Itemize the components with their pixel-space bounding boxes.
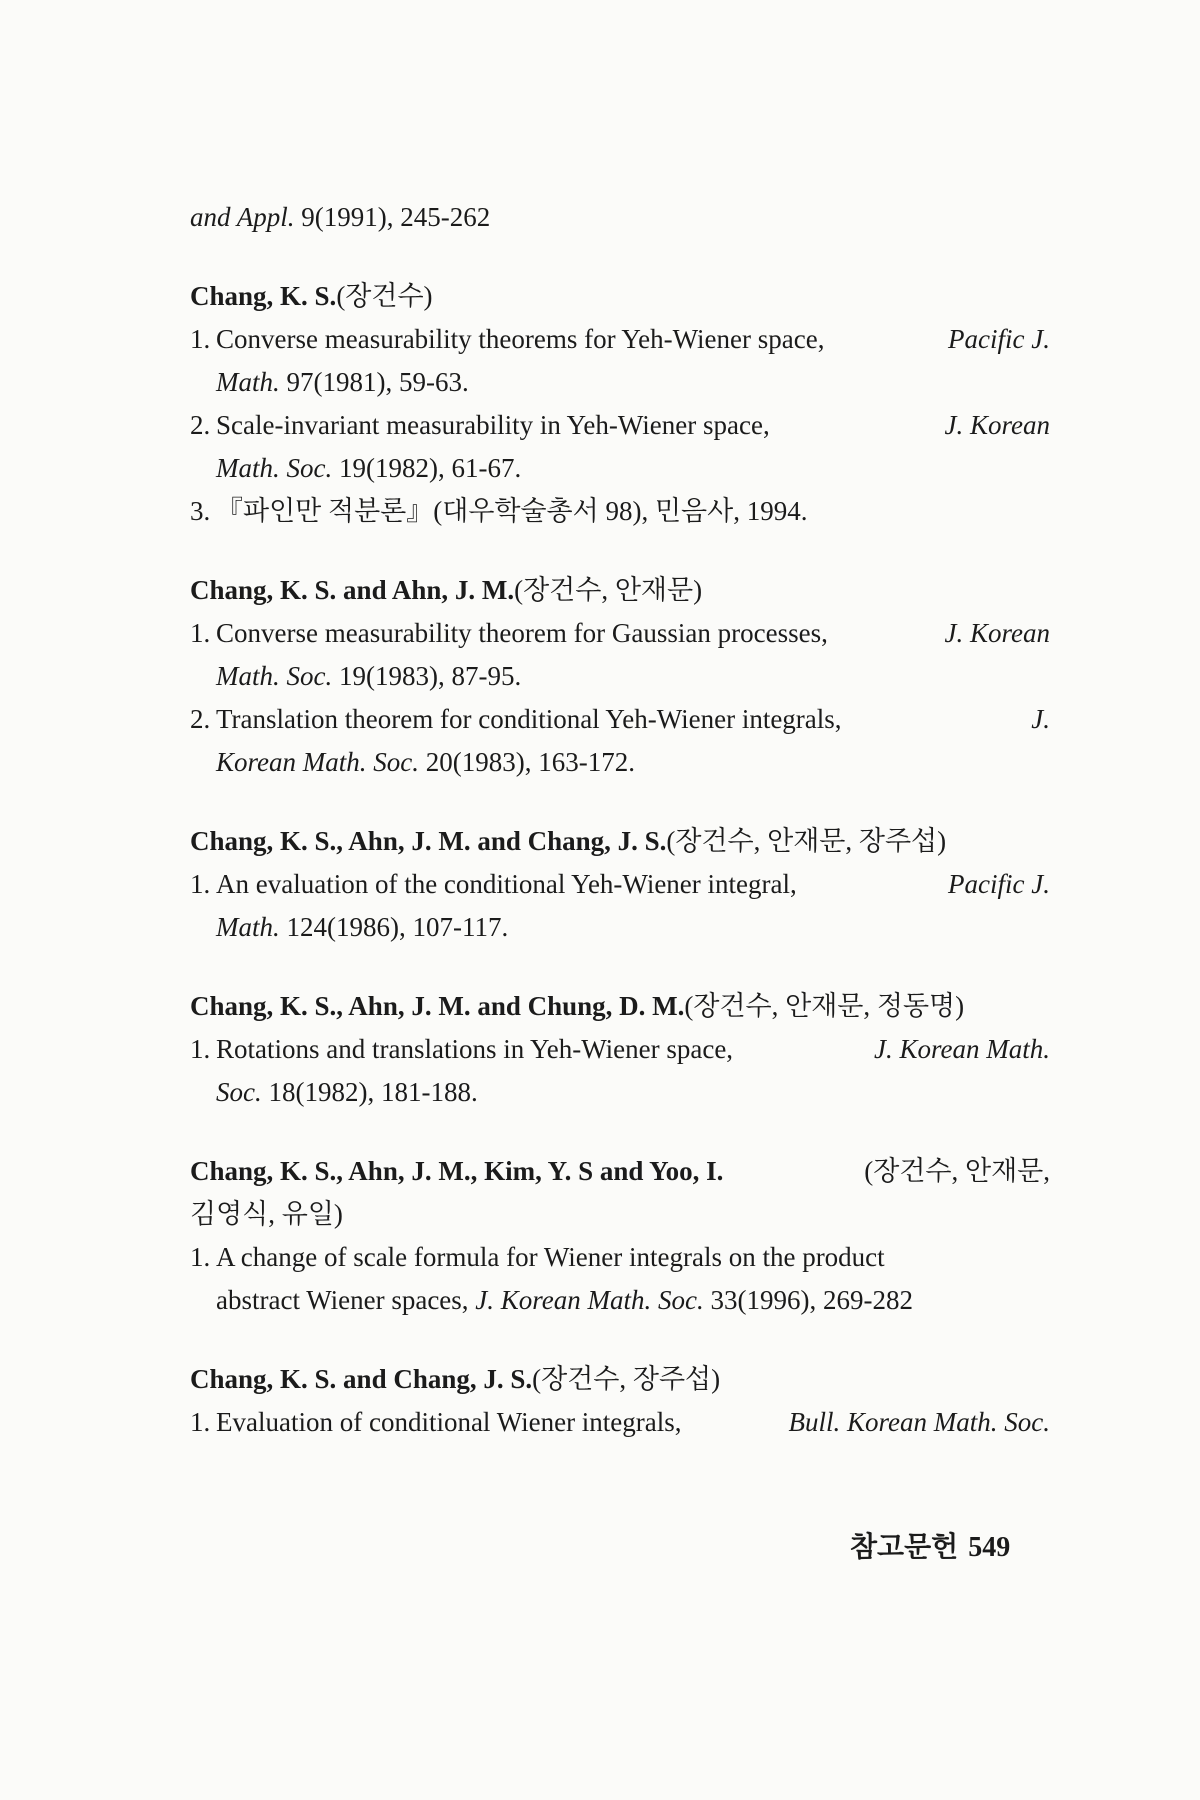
- journal-name: Korean Math. Soc.: [216, 747, 419, 777]
- author-heading: [190, 275, 1050, 318]
- author-names: Chang, K. S., Ahn, J. M. and Chang, J. S.: [190, 826, 667, 856]
- entry-number: 1.: [190, 1407, 211, 1437]
- journal-name: J. Korean: [944, 618, 1050, 648]
- entry-number: 3.: [190, 496, 211, 526]
- journal-name: Soc.: [216, 1077, 262, 1107]
- journal-name: J. Korean Math.: [874, 1034, 1050, 1064]
- reference-entry: [190, 1028, 1050, 1071]
- entry-number: 1.: [190, 1242, 211, 1272]
- reference-entry-continued: [216, 741, 1050, 784]
- author-names-korean: (장건수): [336, 281, 433, 311]
- reference-entry: [190, 1401, 1050, 1444]
- author-heading: [190, 569, 1050, 612]
- author-heading-continued: [190, 1193, 1050, 1236]
- citation-details: 9(1991), 245-262: [294, 202, 491, 232]
- citation-details: 19(1983), 87-95.: [332, 661, 522, 691]
- entry-number: 1.: [190, 869, 211, 899]
- entry-number: 1.: [190, 1034, 211, 1064]
- citation-details: 97(1981), 59-63.: [279, 367, 469, 397]
- citation-details: 18(1982), 181-188.: [261, 1077, 478, 1107]
- entry-number: 1.: [190, 324, 211, 354]
- section-label: 참고문헌: [850, 1532, 959, 1563]
- reference-entry: [190, 318, 1050, 361]
- page-number: 549: [968, 1532, 1011, 1563]
- reference-entry: [190, 404, 1050, 447]
- reference-entry: [190, 698, 1050, 741]
- journal-name: J. Korean Math. Soc.: [475, 1285, 704, 1315]
- citation-details: 19(1982), 61-67.: [332, 453, 522, 483]
- entry-title: abstract Wiener spaces,: [216, 1285, 469, 1315]
- journal-name: Pacific J.: [948, 324, 1050, 354]
- reference-entry-continued: [216, 447, 1050, 490]
- reference-entry: [190, 863, 1050, 906]
- author-names: Chang, K. S. and Chang, J. S.: [190, 1364, 533, 1394]
- entry-title: Rotations and translations in Yeh-Wiener space,: [216, 1034, 734, 1064]
- reference-entry-continued: [216, 361, 1050, 404]
- author-names-korean: (장건수, 안재문): [514, 575, 703, 605]
- entry-number: 2.: [190, 410, 211, 440]
- entry-number: 2.: [190, 704, 211, 734]
- entry-title: Converse measurability theorems for Yeh-Wiener space,: [216, 324, 825, 354]
- author-names-korean: (장건수, 안재문, 정동명): [684, 991, 965, 1021]
- journal-name: Bull. Korean Math. Soc.: [788, 1407, 1050, 1437]
- author-heading: [190, 1358, 1050, 1401]
- author-names-korean: 김영식, 유일): [190, 1199, 343, 1229]
- journal-name: Math.: [216, 367, 280, 397]
- author-names-korean: (장건수, 장주섭): [532, 1364, 721, 1394]
- reference-entry-continued: [216, 906, 1050, 949]
- journal-name: Math. Soc.: [216, 453, 333, 483]
- journal-name: Math. Soc.: [216, 661, 333, 691]
- reference-entry: [190, 612, 1050, 655]
- continued-reference-fragment: [190, 196, 1050, 239]
- author-heading: [190, 820, 1050, 863]
- author-names-korean: (장건수, 안재문, 장주섭): [666, 826, 947, 856]
- entry-title: An evaluation of the conditional Yeh-Wiener integral,: [216, 869, 797, 899]
- author-names: Chang, K. S.: [190, 281, 337, 311]
- author-names: Chang, K. S., Ahn, J. M., Kim, Y. S and Yoo, I.: [190, 1156, 724, 1186]
- reference-entry: [190, 1236, 1050, 1279]
- citation-details: 33(1996), 269-282: [703, 1285, 913, 1315]
- author-names: Chang, K. S. and Ahn, J. M.: [190, 575, 515, 605]
- author-names-korean: (장건수, 안재문,: [864, 1156, 1050, 1186]
- journal-name: Pacific J.: [948, 869, 1050, 899]
- author-heading: [190, 1150, 1050, 1193]
- reference-entry-continued: [216, 655, 1050, 698]
- entry-title: Evaluation of conditional Wiener integrals,: [216, 1407, 682, 1437]
- journal-name: J. Korean: [944, 410, 1050, 440]
- references-body: [190, 196, 1050, 1444]
- reference-entry: [190, 490, 1050, 533]
- entry-number: 1.: [190, 618, 211, 648]
- journal-name: and Appl.: [190, 202, 295, 232]
- citation-details: 124(1986), 107-117.: [279, 912, 509, 942]
- author-names: Chang, K. S., Ahn, J. M. and Chung, D. M.: [190, 991, 685, 1021]
- page-footer: [850, 1525, 1010, 1565]
- entry-title: Converse measurability theorem for Gaussian processes,: [216, 618, 828, 648]
- entry-title: 『파인만 적분론』(대우학술총서 98), 민음사, 1994.: [216, 496, 808, 526]
- author-heading: [190, 985, 1050, 1028]
- citation-details: 20(1983), 163-172.: [418, 747, 635, 777]
- entry-title: Translation theorem for conditional Yeh-Wiener integrals,: [216, 704, 842, 734]
- journal-name: Math.: [216, 912, 280, 942]
- reference-entry-continued: [216, 1071, 1050, 1114]
- journal-name: J.: [1031, 704, 1050, 734]
- entry-title: A change of scale formula for Wiener integrals on the product: [216, 1242, 885, 1272]
- entry-title: Scale-invariant measurability in Yeh-Wiener space,: [216, 410, 770, 440]
- reference-entry-continued: [216, 1279, 1050, 1322]
